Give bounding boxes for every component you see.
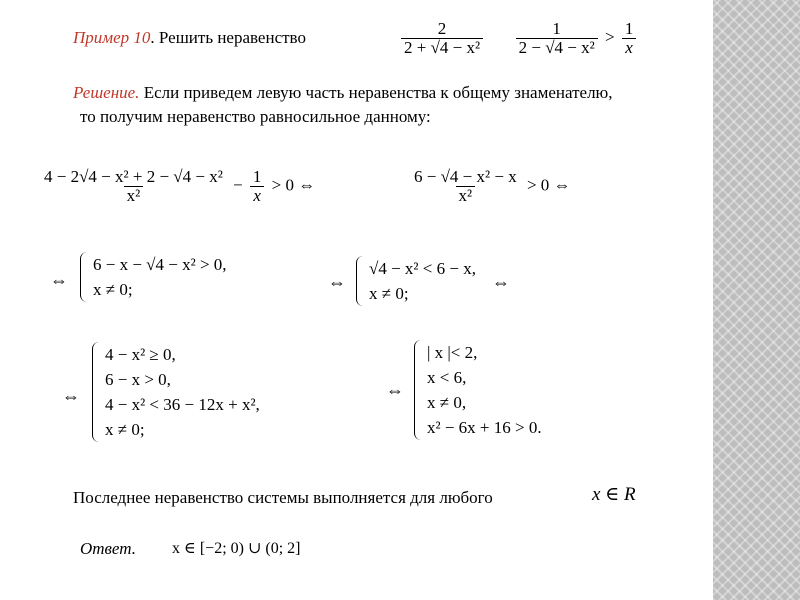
- system-3-line: x ≠ 0;: [105, 420, 145, 439]
- step-2-tail: > 0 ⇔: [526, 175, 571, 195]
- system-3: [92, 342, 260, 442]
- system-1-brace: [80, 252, 87, 302]
- solution-text-1: Если приведем левую часть неравенства к общему знаменателю,: [139, 83, 613, 102]
- main-inequality: [398, 20, 639, 57]
- step-1-den: x²: [124, 186, 144, 205]
- system-4-line: x ≠ 0,: [427, 393, 467, 412]
- inequality-op: >: [604, 27, 615, 47]
- fraction-2-num: 1: [552, 19, 561, 38]
- step-1-minus-fraction: [250, 168, 265, 205]
- answer-formula: x ∈ [−2; 0) ∪ (0; 2]: [172, 540, 301, 557]
- step-1-tail: > 0 ⇔: [271, 175, 316, 195]
- fraction-2: [516, 20, 598, 57]
- system-2-line: x ≠ 0;: [369, 284, 409, 303]
- step-2-expression: [408, 168, 571, 205]
- fraction-2-den: 2 − √4 − x²: [516, 38, 598, 57]
- system-2-line: √4 − x² < 6 − x,: [369, 259, 476, 278]
- decorative-side-strip: [713, 0, 800, 600]
- system-1-line: x ≠ 0;: [93, 280, 133, 299]
- sys-1-equiv: ⇔: [50, 270, 68, 290]
- system-2-brace: [356, 256, 363, 306]
- system-3-line: 4 − x² ≥ 0,: [105, 345, 176, 364]
- sys-2-tail: ⇔: [492, 272, 510, 292]
- sys-2-equiv: ⇔: [328, 272, 346, 292]
- step-2-fraction: [411, 168, 520, 205]
- example-label: Пример 10: [73, 28, 151, 47]
- system-3-brace: [92, 342, 99, 442]
- system-3-line: 4 − x² < 36 − 12x + x²,: [105, 395, 260, 414]
- system-4: [414, 340, 542, 440]
- fraction-3-num: 1: [624, 19, 634, 38]
- system-4-line: | x |< 2,: [427, 343, 478, 362]
- step-1-num: 4 − 2√4 − x² + 2 − √4 − x²: [44, 167, 223, 186]
- system-4-line: x < 6,: [427, 368, 467, 387]
- system-4-line: x² − 6x + 16 > 0.: [427, 418, 542, 437]
- answer-label: Ответ.: [80, 539, 136, 558]
- fraction-1-den: 2 + √4 − x²: [401, 38, 483, 57]
- step-1-expression: $\frac{\text{4 − 2√4 − x² + 2 − √4 − x²}}{\text{x²}}$ − $\frac{1}{x}$ > 0 ⇔: [38, 168, 315, 205]
- sys-4-equiv: ⇔: [386, 380, 404, 400]
- solution-label: Решение.: [73, 83, 140, 102]
- fraction-1-num: 2: [437, 19, 447, 38]
- step-1-minus-num: 1: [252, 167, 262, 186]
- task-text: . Решить неравенство: [150, 28, 306, 47]
- step-2-num: 6 − √4 − x² − x: [414, 167, 517, 186]
- fraction-3: [622, 20, 637, 57]
- system-3-line: 6 − x > 0,: [105, 370, 171, 389]
- system-4-brace: [414, 340, 421, 440]
- system-1: [80, 252, 227, 302]
- conclusion-text: Последнее неравенство системы выполняется для любого: [73, 488, 493, 507]
- fraction-1: [401, 20, 483, 57]
- conclusion-formula: x ∈ R: [592, 484, 636, 505]
- fraction-3-den: x: [622, 38, 636, 57]
- system-1-line: 6 − x − √4 − x² > 0,: [93, 255, 227, 274]
- solution-text-2: то получим неравенство равносильное данному:: [80, 107, 431, 126]
- step-2-den: x²: [456, 186, 476, 205]
- example-heading: [73, 28, 306, 48]
- solution-line-1: [73, 83, 613, 103]
- system-2: [356, 256, 476, 306]
- step-1-minus-den: x: [250, 186, 264, 205]
- step-1-fraction: [41, 168, 226, 205]
- sys-3-equiv: ⇔: [62, 386, 80, 406]
